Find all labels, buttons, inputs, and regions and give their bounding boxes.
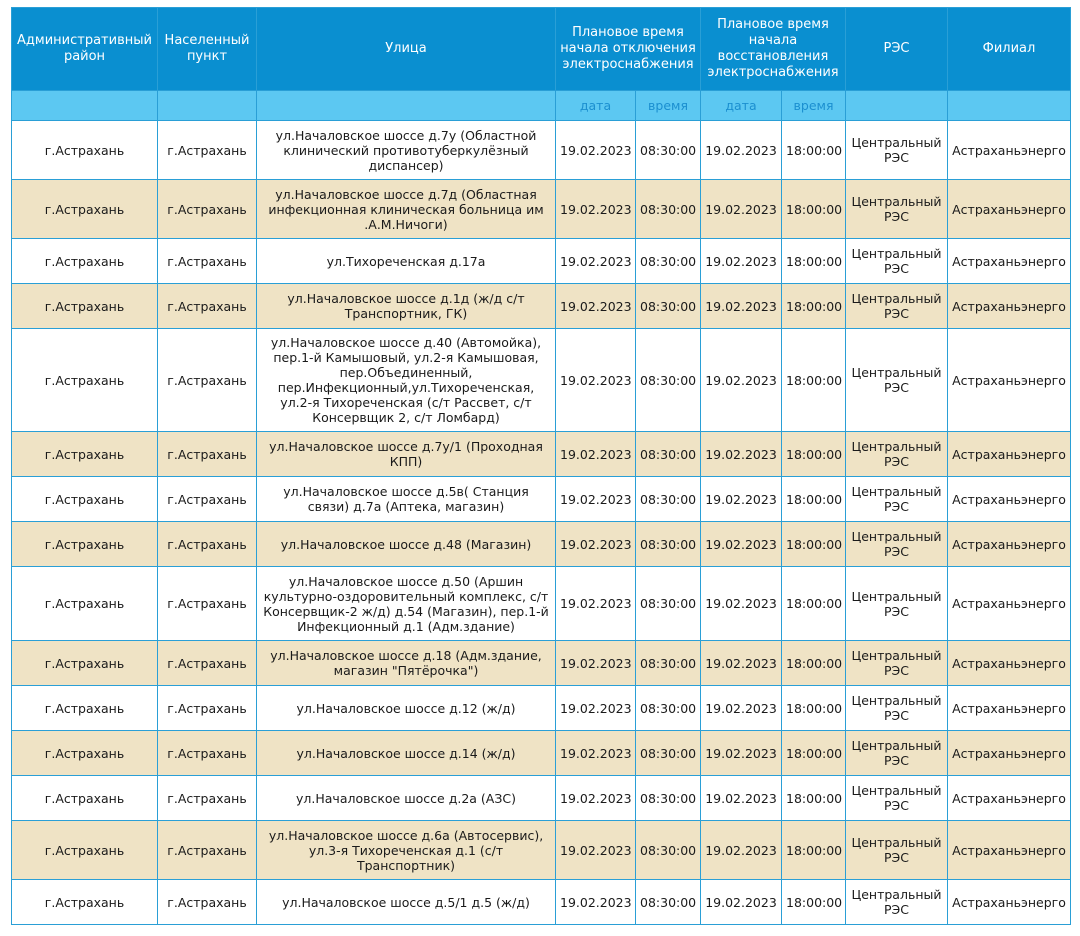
cell-off-time: 08:30:00 bbox=[636, 821, 701, 880]
table-row bbox=[12, 776, 1071, 821]
cell-district: г.Астрахань bbox=[12, 432, 158, 477]
cell-on-time: 18:00:00 bbox=[782, 880, 846, 925]
cell-branch: Астраханьэнерго bbox=[948, 432, 1071, 477]
cell-district: г.Астрахань bbox=[12, 329, 158, 432]
table-row bbox=[12, 821, 1071, 880]
cell-settlement: г.Астрахань bbox=[158, 567, 257, 641]
header-planned-off: Плановое время начала отключения электроснабжения bbox=[556, 8, 701, 91]
cell-district: г.Астрахань bbox=[12, 477, 158, 522]
cell-branch: Астраханьэнерго bbox=[948, 121, 1071, 180]
cell-on-time: 18:00:00 bbox=[782, 686, 846, 731]
cell-off-time: 08:30:00 bbox=[636, 432, 701, 477]
subheader-on-time: время bbox=[782, 91, 846, 121]
cell-off-date: 19.02.2023 bbox=[556, 432, 636, 477]
cell-off-time: 08:30:00 bbox=[636, 776, 701, 821]
cell-on-time: 18:00:00 bbox=[782, 522, 846, 567]
cell-res: Центральный РЭС bbox=[846, 731, 948, 776]
cell-off-time: 08:30:00 bbox=[636, 329, 701, 432]
cell-district: г.Астрахань bbox=[12, 880, 158, 925]
cell-settlement: г.Астрахань bbox=[158, 686, 257, 731]
table-row bbox=[12, 284, 1071, 329]
cell-on-time: 18:00:00 bbox=[782, 329, 846, 432]
cell-branch: Астраханьэнерго bbox=[948, 776, 1071, 821]
cell-on-time: 18:00:00 bbox=[782, 821, 846, 880]
cell-off-date: 19.02.2023 bbox=[556, 121, 636, 180]
cell-branch: Астраханьэнерго bbox=[948, 641, 1071, 686]
cell-res: Центральный РЭС bbox=[846, 329, 948, 432]
cell-street: ул.Началовское шоссе д.40 (Автомойка), пер.1-й Камышовый, ул.2-я Камышовая, пер.Объединенный, пер.Инфекционный,ул.Тихореченская, ул.2-я Тихореченская (с/т Рассвет, с/т Консервщик 2, с/т Ломбард) bbox=[257, 329, 556, 432]
cell-street: ул.Началовское шоссе д.12 (ж/д) bbox=[257, 686, 556, 731]
cell-off-date: 19.02.2023 bbox=[556, 567, 636, 641]
cell-settlement: г.Астрахань bbox=[158, 776, 257, 821]
cell-street: ул.Началовское шоссе д.6а (Автосервис), ул.3-я Тихореченская д.1 (с/т Транспортник) bbox=[257, 821, 556, 880]
cell-res: Центральный РЭС bbox=[846, 239, 948, 284]
cell-off-time: 08:30:00 bbox=[636, 239, 701, 284]
cell-settlement: г.Астрахань bbox=[158, 432, 257, 477]
cell-on-time: 18:00:00 bbox=[782, 641, 846, 686]
cell-on-time: 18:00:00 bbox=[782, 477, 846, 522]
table-row bbox=[12, 180, 1071, 239]
cell-res: Центральный РЭС bbox=[846, 477, 948, 522]
cell-street: ул.Тихореченская д.17а bbox=[257, 239, 556, 284]
cell-res: Центральный РЭС bbox=[846, 776, 948, 821]
cell-branch: Астраханьэнерго bbox=[948, 731, 1071, 776]
table-row bbox=[12, 641, 1071, 686]
cell-res: Центральный РЭС bbox=[846, 284, 948, 329]
table-row bbox=[12, 880, 1071, 925]
cell-res: Центральный РЭС bbox=[846, 567, 948, 641]
cell-off-time: 08:30:00 bbox=[636, 477, 701, 522]
cell-res: Центральный РЭС bbox=[846, 821, 948, 880]
cell-on-time: 18:00:00 bbox=[782, 121, 846, 180]
cell-street: ул.Началовское шоссе д.7у/1 (Проходная КПП) bbox=[257, 432, 556, 477]
cell-off-date: 19.02.2023 bbox=[556, 641, 636, 686]
cell-res: Центральный РЭС bbox=[846, 121, 948, 180]
cell-settlement: г.Астрахань bbox=[158, 180, 257, 239]
subheader-on-date: дата bbox=[701, 91, 782, 121]
cell-settlement: г.Астрахань bbox=[158, 329, 257, 432]
cell-settlement: г.Астрахань bbox=[158, 880, 257, 925]
cell-branch: Астраханьэнерго bbox=[948, 522, 1071, 567]
cell-settlement: г.Астрахань bbox=[158, 821, 257, 880]
table-row bbox=[12, 121, 1071, 180]
cell-branch: Астраханьэнерго bbox=[948, 477, 1071, 522]
cell-branch: Астраханьэнерго bbox=[948, 284, 1071, 329]
cell-res: Центральный РЭС bbox=[846, 180, 948, 239]
table-row bbox=[12, 432, 1071, 477]
cell-street: ул.Началовское шоссе д.48 (Магазин) bbox=[257, 522, 556, 567]
cell-off-time: 08:30:00 bbox=[636, 522, 701, 567]
cell-settlement: г.Астрахань bbox=[158, 641, 257, 686]
cell-settlement: г.Астрахань bbox=[158, 284, 257, 329]
cell-street: ул.Началовское шоссе д.2а (АЗС) bbox=[257, 776, 556, 821]
cell-street: ул.Началовское шоссе д.18 (Адм.здание, магазин "Пятёрочка") bbox=[257, 641, 556, 686]
table-row bbox=[12, 731, 1071, 776]
cell-district: г.Астрахань bbox=[12, 121, 158, 180]
cell-off-time: 08:30:00 bbox=[636, 180, 701, 239]
cell-off-date: 19.02.2023 bbox=[556, 731, 636, 776]
cell-on-time: 18:00:00 bbox=[782, 776, 846, 821]
cell-on-date: 19.02.2023 bbox=[701, 641, 782, 686]
table-row bbox=[12, 567, 1071, 641]
cell-street: ул.Началовское шоссе д.5в( Станция связи) д.7а (Аптека, магазин) bbox=[257, 477, 556, 522]
cell-off-date: 19.02.2023 bbox=[556, 239, 636, 284]
cell-branch: Астраханьэнерго bbox=[948, 567, 1071, 641]
cell-district: г.Астрахань bbox=[12, 821, 158, 880]
cell-off-date: 19.02.2023 bbox=[556, 329, 636, 432]
cell-on-time: 18:00:00 bbox=[782, 239, 846, 284]
subheader-empty bbox=[12, 91, 158, 121]
outage-schedule-table bbox=[11, 7, 1071, 925]
cell-street: ул.Началовское шоссе д.5/1 д.5 (ж/д) bbox=[257, 880, 556, 925]
cell-branch: Астраханьэнерго bbox=[948, 239, 1071, 284]
header-settlement: Населенный пункт bbox=[158, 8, 257, 91]
cell-on-time: 18:00:00 bbox=[782, 567, 846, 641]
cell-district: г.Астрахань bbox=[12, 522, 158, 567]
subheader-empty bbox=[158, 91, 257, 121]
cell-off-date: 19.02.2023 bbox=[556, 477, 636, 522]
cell-on-date: 19.02.2023 bbox=[701, 121, 782, 180]
cell-res: Центральный РЭС bbox=[846, 432, 948, 477]
cell-street: ул.Началовское шоссе д.7у (Областной клинический противотуберкулёзный диспансер) bbox=[257, 121, 556, 180]
cell-street: ул.Началовское шоссе д.1д (ж/д с/т Транспортник, ГК) bbox=[257, 284, 556, 329]
cell-settlement: г.Астрахань bbox=[158, 522, 257, 567]
cell-branch: Астраханьэнерго bbox=[948, 180, 1071, 239]
cell-branch: Астраханьэнерго bbox=[948, 821, 1071, 880]
cell-on-date: 19.02.2023 bbox=[701, 776, 782, 821]
cell-off-date: 19.02.2023 bbox=[556, 776, 636, 821]
cell-off-date: 19.02.2023 bbox=[556, 821, 636, 880]
cell-district: г.Астрахань bbox=[12, 239, 158, 284]
cell-settlement: г.Астрахань bbox=[158, 239, 257, 284]
cell-on-time: 18:00:00 bbox=[782, 284, 846, 329]
cell-settlement: г.Астрахань bbox=[158, 731, 257, 776]
subheader-off-time: время bbox=[636, 91, 701, 121]
cell-on-date: 19.02.2023 bbox=[701, 522, 782, 567]
header-planned-on: Плановое время начала восстановления электроснабжения bbox=[701, 8, 846, 91]
header-street: Улица bbox=[257, 8, 556, 91]
cell-off-time: 08:30:00 bbox=[636, 284, 701, 329]
cell-res: Центральный РЭС bbox=[846, 686, 948, 731]
cell-off-date: 19.02.2023 bbox=[556, 880, 636, 925]
cell-off-time: 08:30:00 bbox=[636, 121, 701, 180]
table-row bbox=[12, 686, 1071, 731]
header-district: Административный район bbox=[12, 8, 158, 91]
cell-settlement: г.Астрахань bbox=[158, 477, 257, 522]
table-row bbox=[12, 329, 1071, 432]
cell-district: г.Астрахань bbox=[12, 731, 158, 776]
cell-off-time: 08:30:00 bbox=[636, 641, 701, 686]
cell-branch: Астраханьэнерго bbox=[948, 686, 1071, 731]
cell-off-date: 19.02.2023 bbox=[556, 180, 636, 239]
cell-on-date: 19.02.2023 bbox=[701, 432, 782, 477]
cell-street: ул.Началовское шоссе д.7д (Областная инфекционная клиническая больница им .А.М.Ничоги) bbox=[257, 180, 556, 239]
cell-district: г.Астрахань bbox=[12, 567, 158, 641]
cell-res: Центральный РЭС bbox=[846, 522, 948, 567]
header-branch: Филиал bbox=[948, 8, 1071, 91]
cell-district: г.Астрахань bbox=[12, 180, 158, 239]
cell-branch: Астраханьэнерго bbox=[948, 880, 1071, 925]
cell-district: г.Астрахань bbox=[12, 284, 158, 329]
cell-on-date: 19.02.2023 bbox=[701, 686, 782, 731]
cell-off-date: 19.02.2023 bbox=[556, 284, 636, 329]
header-res: РЭС bbox=[846, 8, 948, 91]
table-row bbox=[12, 522, 1071, 567]
table-row bbox=[12, 239, 1071, 284]
cell-on-date: 19.02.2023 bbox=[701, 731, 782, 776]
cell-off-time: 08:30:00 bbox=[636, 686, 701, 731]
cell-settlement: г.Астрахань bbox=[158, 121, 257, 180]
cell-off-date: 19.02.2023 bbox=[556, 686, 636, 731]
subheader-empty bbox=[948, 91, 1071, 121]
cell-res: Центральный РЭС bbox=[846, 880, 948, 925]
subheader-off-date: дата bbox=[556, 91, 636, 121]
table-row bbox=[12, 477, 1071, 522]
cell-off-date: 19.02.2023 bbox=[556, 522, 636, 567]
subheader-empty bbox=[257, 91, 556, 121]
cell-on-date: 19.02.2023 bbox=[701, 329, 782, 432]
cell-on-date: 19.02.2023 bbox=[701, 239, 782, 284]
cell-district: г.Астрахань bbox=[12, 776, 158, 821]
cell-street: ул.Началовское шоссе д.50 (Аршин культурно-оздоровительный комплекс, с/т Консервщик-2 ж/д) д.54 (Магазин), пер.1-й Инфекционный д.1 (Адм.здание) bbox=[257, 567, 556, 641]
cell-district: г.Астрахань bbox=[12, 686, 158, 731]
cell-off-time: 08:30:00 bbox=[636, 880, 701, 925]
cell-off-time: 08:30:00 bbox=[636, 731, 701, 776]
cell-res: Центральный РЭС bbox=[846, 641, 948, 686]
cell-on-date: 19.02.2023 bbox=[701, 284, 782, 329]
cell-on-time: 18:00:00 bbox=[782, 731, 846, 776]
cell-on-date: 19.02.2023 bbox=[701, 567, 782, 641]
cell-on-date: 19.02.2023 bbox=[701, 880, 782, 925]
cell-branch: Астраханьэнерго bbox=[948, 329, 1071, 432]
cell-on-date: 19.02.2023 bbox=[701, 821, 782, 880]
cell-on-date: 19.02.2023 bbox=[701, 180, 782, 239]
subheader-empty bbox=[846, 91, 948, 121]
cell-on-date: 19.02.2023 bbox=[701, 477, 782, 522]
cell-on-time: 18:00:00 bbox=[782, 180, 846, 239]
cell-district: г.Астрахань bbox=[12, 641, 158, 686]
cell-street: ул.Началовское шоссе д.14 (ж/д) bbox=[257, 731, 556, 776]
cell-off-time: 08:30:00 bbox=[636, 567, 701, 641]
cell-on-time: 18:00:00 bbox=[782, 432, 846, 477]
